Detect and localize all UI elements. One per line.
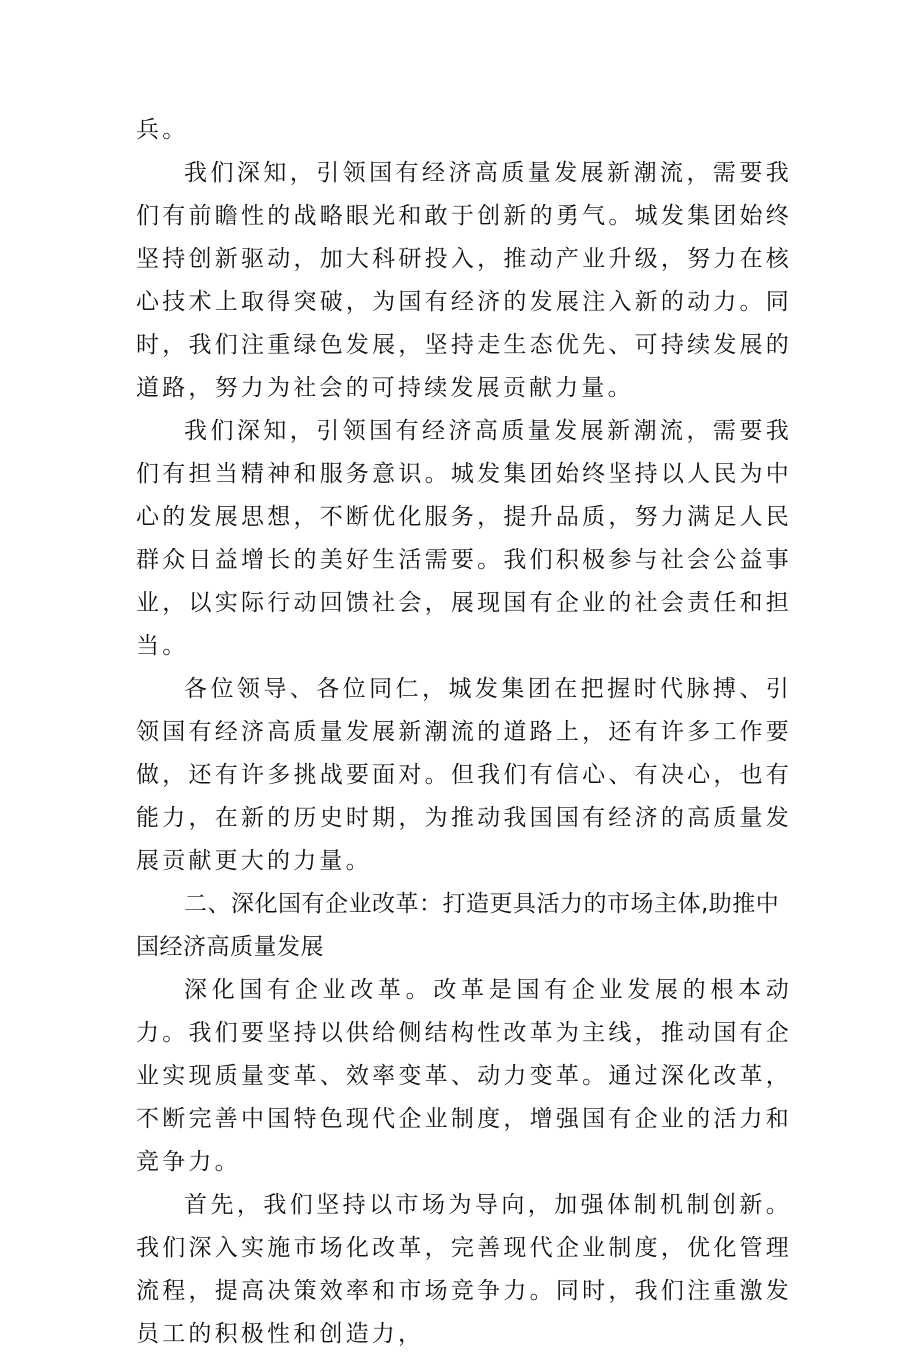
paragraph-innovation: 我们深知，引领国有经济高质量发展新潮流，需要我们有前瞻性的战略眼光和敢于创新的勇气。城发集团始终坚持创新驱动，加大科研投入，推动产业升级，努力在核心技术上取得突破，为国有经济的发展注入新的动力。同时，我们注重绿色发展，坚持走生态优先、可持续发展的道路，努力为社会的可持续发展贡献力量。 bbox=[136, 160, 792, 401]
paragraph-service: 我们深知，引领国有经济高质量发展新潮流，需要我们有担当精神和服务意识。城发集团始终坚持以人民为中心的发展思想，不断优化服务，提升品质，努力满足人民群众日益增长的美好生活需要。我们积极参与社会公益事业，以实际行动回馈社会，展现国有企业的社会责任和担当。 bbox=[136, 418, 792, 659]
paragraph-closing: 各位领导、各位同仁，城发集团在把握时代脉搏、引领国有经济高质量发展新潮流的道路上，还有许多工作要做，还有许多挑战要面对。但我们有信心、有决心，也有能力，在新的历史时期，为推动我国国有经济的高质量发展贡献更大的力量。 bbox=[136, 676, 792, 874]
paragraph-market: 首先，我们坚持以市场为导向，加强体制机制创新。我们深入实施市场化改革，完善现代企业制度，优化管理流程，提高决策效率和市场竞争力。同时，我们注重激发员工的积极性和创造力， bbox=[136, 1192, 792, 1347]
paragraph-reform: 深化国有企业改革。改革是国有企业发展的根本动力。我们要坚持以供给侧结构性改革为主线，推动国有企业实现质量变革、效率变革、动力变革。通过深化改革，不断完善中国特色现代企业制度，增强国有企业的活力和竞争力。 bbox=[136, 977, 792, 1175]
document-page bbox=[136, 109, 792, 1356]
section-heading: 二、深化国有企业改革：打造更具活力的市场主体,助推中国经济高质量发展 bbox=[136, 891, 780, 960]
paragraph-continuation: 兵。 bbox=[136, 117, 189, 143]
